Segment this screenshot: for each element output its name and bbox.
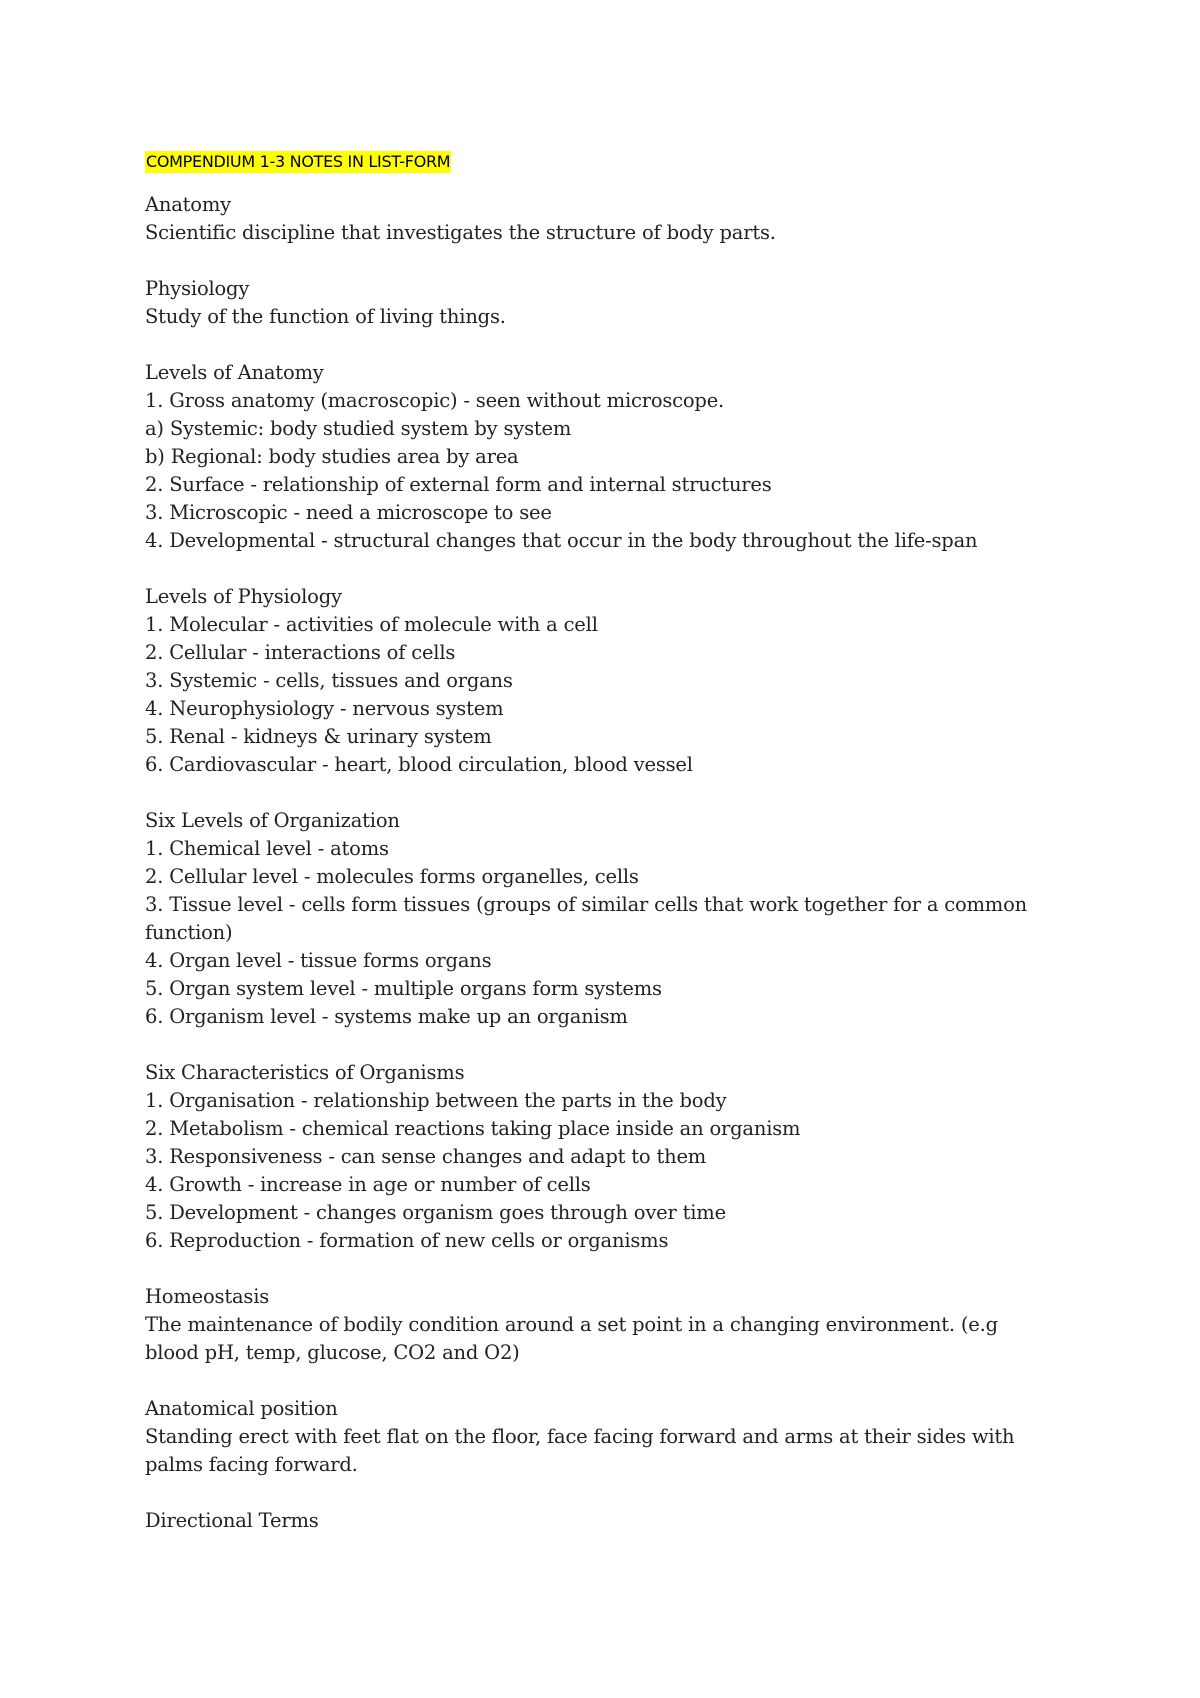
section-line: 2. Surface - relationship of external form and internal structures xyxy=(145,473,772,496)
section-heading: Homeostasis xyxy=(145,1285,270,1308)
section-heading: Six Characteristics of Organisms xyxy=(145,1061,465,1084)
section-heading: Levels of Anatomy xyxy=(145,361,324,384)
section xyxy=(145,1283,1045,1367)
section-line: 5. Development - changes organism goes through over time xyxy=(145,1201,726,1224)
section-line: 5. Renal - kidneys & urinary system xyxy=(145,725,492,748)
section-line: 3. Systemic - cells, tissues and organs xyxy=(145,669,513,692)
section-line: 2. Cellular level - molecules forms organelles, cells xyxy=(145,865,639,888)
section xyxy=(145,1395,1045,1479)
section-line: 2. Cellular - interactions of cells xyxy=(145,641,456,664)
section-line: 5. Organ system level - multiple organs form systems xyxy=(145,977,662,1000)
section-heading: Anatomy xyxy=(145,193,231,216)
document-title: COMPENDIUM 1-3 NOTES IN LIST-FORM xyxy=(146,152,451,171)
section-line: 4. Growth - increase in age or number of cells xyxy=(145,1173,591,1196)
section-line: a) Systemic: body studied system by system xyxy=(145,417,572,440)
section-line: 4. Organ level - tissue forms organs xyxy=(145,949,492,972)
section-heading: Levels of Physiology xyxy=(145,585,342,608)
section-line: Standing erect with feet flat on the floor, face facing forward and arms at their sides with palms facing forward. xyxy=(145,1425,1021,1476)
section-line: Study of the function of living things. xyxy=(145,305,506,328)
section-line: 6. Organism level - systems make up an organism xyxy=(145,1005,628,1028)
section-line: 3. Responsiveness - can sense changes and adapt to them xyxy=(145,1145,707,1168)
section-heading: Directional Terms xyxy=(145,1509,319,1532)
section-line: 4. Neurophysiology - nervous system xyxy=(145,697,504,720)
section-line: 3. Microscopic - need a microscope to see xyxy=(145,501,552,524)
section-line: The maintenance of bodily condition around a set point in a changing environment. (e.g blood pH, temp, glucose, CO2 and O2) xyxy=(145,1313,1004,1364)
title-wrap xyxy=(145,147,1045,191)
section-line: 3. Tissue level - cells form tissues (groups of similar cells that work together for a common function) xyxy=(145,893,1033,944)
section xyxy=(145,1059,1045,1255)
section-line: Scientific discipline that investigates the structure of body parts. xyxy=(145,221,776,244)
section xyxy=(145,191,1045,247)
section-line: b) Regional: body studies area by area xyxy=(145,445,519,468)
section xyxy=(145,807,1045,1031)
sections-container xyxy=(145,191,1045,1535)
section xyxy=(145,1507,1045,1535)
section-line: 4. Developmental - structural changes that occur in the body throughout the life-span xyxy=(145,529,978,552)
section-line: 1. Gross anatomy (macroscopic) - seen without microscope. xyxy=(145,389,725,412)
section-heading: Anatomical position xyxy=(145,1397,338,1420)
section xyxy=(145,583,1045,779)
section-line: 6. Reproduction - formation of new cells or organisms xyxy=(145,1229,669,1252)
section-heading: Six Levels of Organization xyxy=(145,809,400,832)
section-line: 6. Cardiovascular - heart, blood circulation, blood vessel xyxy=(145,753,693,776)
section-line: 1. Organisation - relationship between the parts in the body xyxy=(145,1089,727,1112)
section-line: 1. Chemical level - atoms xyxy=(145,837,389,860)
section-line: 2. Metabolism - chemical reactions taking place inside an organism xyxy=(145,1117,801,1140)
section-line: 1. Molecular - activities of molecule with a cell xyxy=(145,613,598,636)
section xyxy=(145,359,1045,555)
section-heading: Physiology xyxy=(145,277,250,300)
section xyxy=(145,275,1045,331)
document-body xyxy=(145,147,1045,1563)
